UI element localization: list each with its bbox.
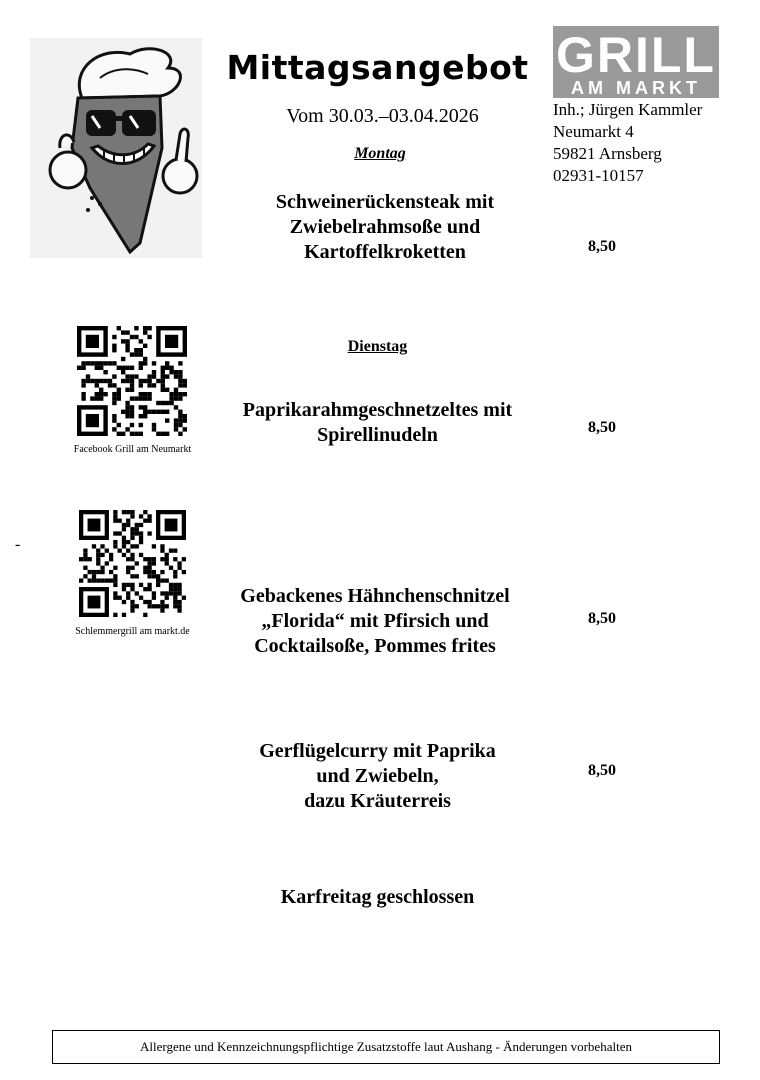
footer-note: Allergene und Kennzeichnungspflichtige Zusatzstoffe laut Aushang - Änderungen vorbehalten [140, 1039, 632, 1054]
dish-line: „Florida“ mit Pfirsich und [261, 610, 489, 632]
date-range: Vom 30.03.–03.04.2026 [286, 105, 479, 127]
stray-mark: - [15, 536, 21, 553]
address-block [553, 99, 702, 187]
dish-line: dazu Kräuterreis [304, 790, 451, 812]
dish-mittwoch [205, 584, 545, 659]
dish-price: 8,50 [588, 419, 616, 436]
dish-line: Gebackenes Hähnchenschnitzel [240, 585, 510, 607]
dish-montag [215, 190, 555, 265]
owner-name: Inh.; Jürgen Kammler [553, 100, 703, 119]
mascot-illustration [30, 38, 202, 258]
qr-caption: Schlemmergrill am markt.de [75, 626, 190, 637]
dish-line: Spirellinudeln [317, 424, 438, 446]
dish-line: Zwiebelrahmsoße und [289, 216, 481, 238]
closed-note: Karfreitag geschlossen [280, 886, 475, 908]
qr-code-icon [77, 326, 187, 436]
phone-number: 02931-10157 [553, 166, 644, 185]
street-address: Neumarkt 4 [553, 122, 634, 141]
dish-line: Cocktailsoße, Pommes frites [254, 635, 496, 657]
day-heading-montag: Montag [354, 145, 406, 162]
city-address: 59821 Arnsberg [553, 144, 662, 163]
page-title: Mittagsangebot [226, 48, 529, 87]
qr-code-icon [79, 510, 186, 617]
dish-dienstag [205, 398, 550, 448]
logo-line-2: AM MARKT [571, 78, 701, 98]
dish-price: 8,50 [588, 610, 616, 627]
qr-caption: Facebook Grill am Neumarkt [73, 444, 192, 455]
dish-line: Gerflügelcurry mit Paprika [259, 740, 496, 762]
dish-price: 8,50 [588, 238, 616, 255]
dish-donnerstag [215, 739, 540, 814]
logo-line-1: GRILL [556, 27, 716, 83]
dish-line: und Zwiebeln, [316, 765, 439, 787]
dish-line: Paprikarahmgeschnetzeltes mit [242, 399, 513, 421]
dish-line: Schweinerückensteak mit [275, 191, 495, 213]
day-heading-dienstag: Dienstag [347, 338, 408, 355]
grill-am-markt-logo [553, 26, 719, 98]
dish-line: Kartoffelkroketten [304, 241, 466, 263]
dish-price: 8,50 [588, 762, 616, 779]
